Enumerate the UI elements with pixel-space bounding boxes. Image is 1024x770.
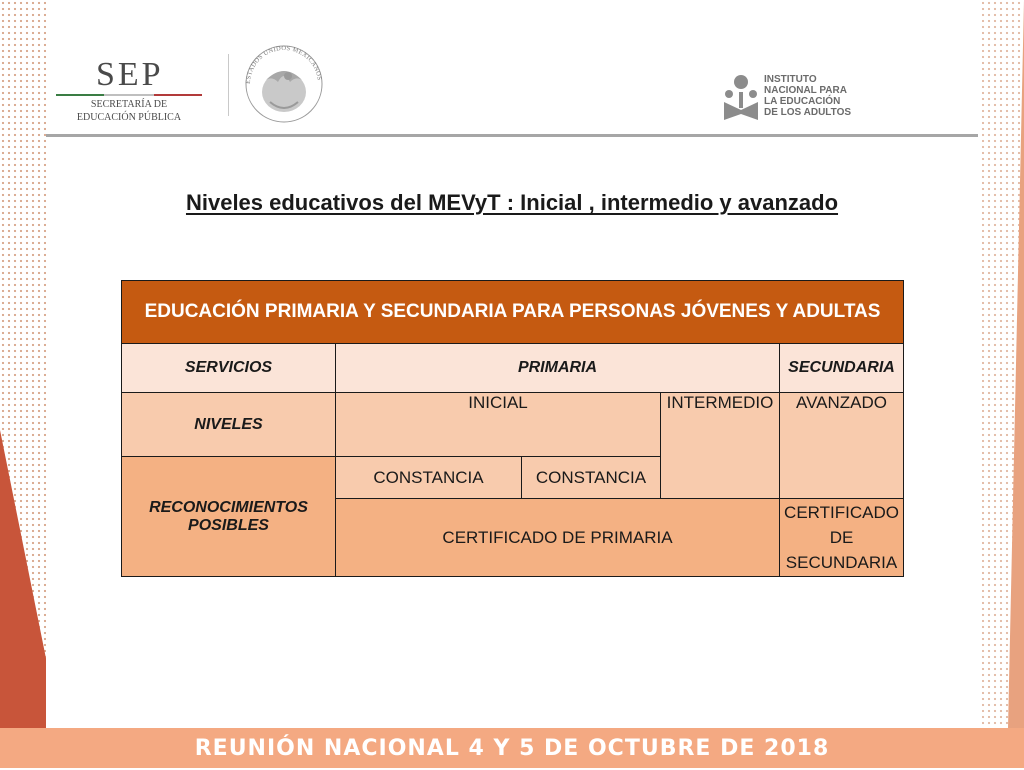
- table-heading: EDUCACIÓN PRIMARIA Y SECUNDARIA PARA PERSONAS JÓVENES Y ADULTAS: [122, 281, 904, 344]
- footer-banner: REUNIÓN NACIONAL 4 Y 5 DE OCTUBRE DE 2018: [0, 728, 1024, 768]
- inea-line1: INSTITUTO: [764, 74, 817, 85]
- inea-name: [764, 74, 851, 118]
- nivel-inicial: INICIAL: [336, 393, 661, 457]
- seal-text: ESTADOS UNIDOS MEXICANOS: [244, 44, 323, 85]
- constancia-1: CONSTANCIA: [336, 457, 522, 499]
- table-row-servicios: [122, 344, 904, 393]
- certificado-primaria: CERTIFICADO DE PRIMARIA: [336, 499, 780, 577]
- certificado-secundaria: CERTIFICADO DE SECUNDARIA: [780, 499, 904, 577]
- inea-line2: NACIONAL PARA: [764, 85, 847, 96]
- servicios-label: SERVICIOS: [122, 344, 336, 393]
- reconocimientos-label: RECONOCIMIENTOS POSIBLES: [122, 457, 336, 577]
- niveles-label: NIVELES: [122, 393, 336, 457]
- primaria-label: PRIMARIA: [336, 344, 780, 393]
- inea-figure-icon: [722, 74, 760, 122]
- nivel-avanzado: AVANZADO: [780, 393, 904, 499]
- sep-line2: EDUCACIÓN PÚBLICA: [76, 112, 182, 123]
- sep-subtitle: [56, 98, 202, 124]
- national-seal-icon: [240, 40, 328, 124]
- sep-line1: SECRETARÍA DE: [90, 99, 168, 110]
- right-wedge-decoration: [994, 0, 1024, 728]
- mevyt-levels-table: [121, 280, 904, 577]
- inea-line4: DE LOS ADULTOS: [764, 107, 852, 118]
- table-row-niveles: [122, 393, 904, 457]
- inea-line3: LA EDUCACIÓN: [764, 96, 841, 107]
- sep-acronym: SEP: [96, 56, 164, 93]
- inea-logo: [722, 74, 872, 124]
- header-divider: [46, 134, 978, 137]
- secundaria-label: SECUNDARIA: [780, 344, 904, 393]
- nivel-intermedio: INTERMEDIO: [661, 393, 780, 499]
- sep-flag-stripe: [56, 94, 202, 96]
- logo-divider: [228, 54, 229, 116]
- slide-title: Niveles educativos del MEVyT : Inicial , intermedio y avanzado: [185, 190, 839, 215]
- sep-logo: [56, 56, 206, 126]
- constancia-2: CONSTANCIA: [522, 457, 661, 499]
